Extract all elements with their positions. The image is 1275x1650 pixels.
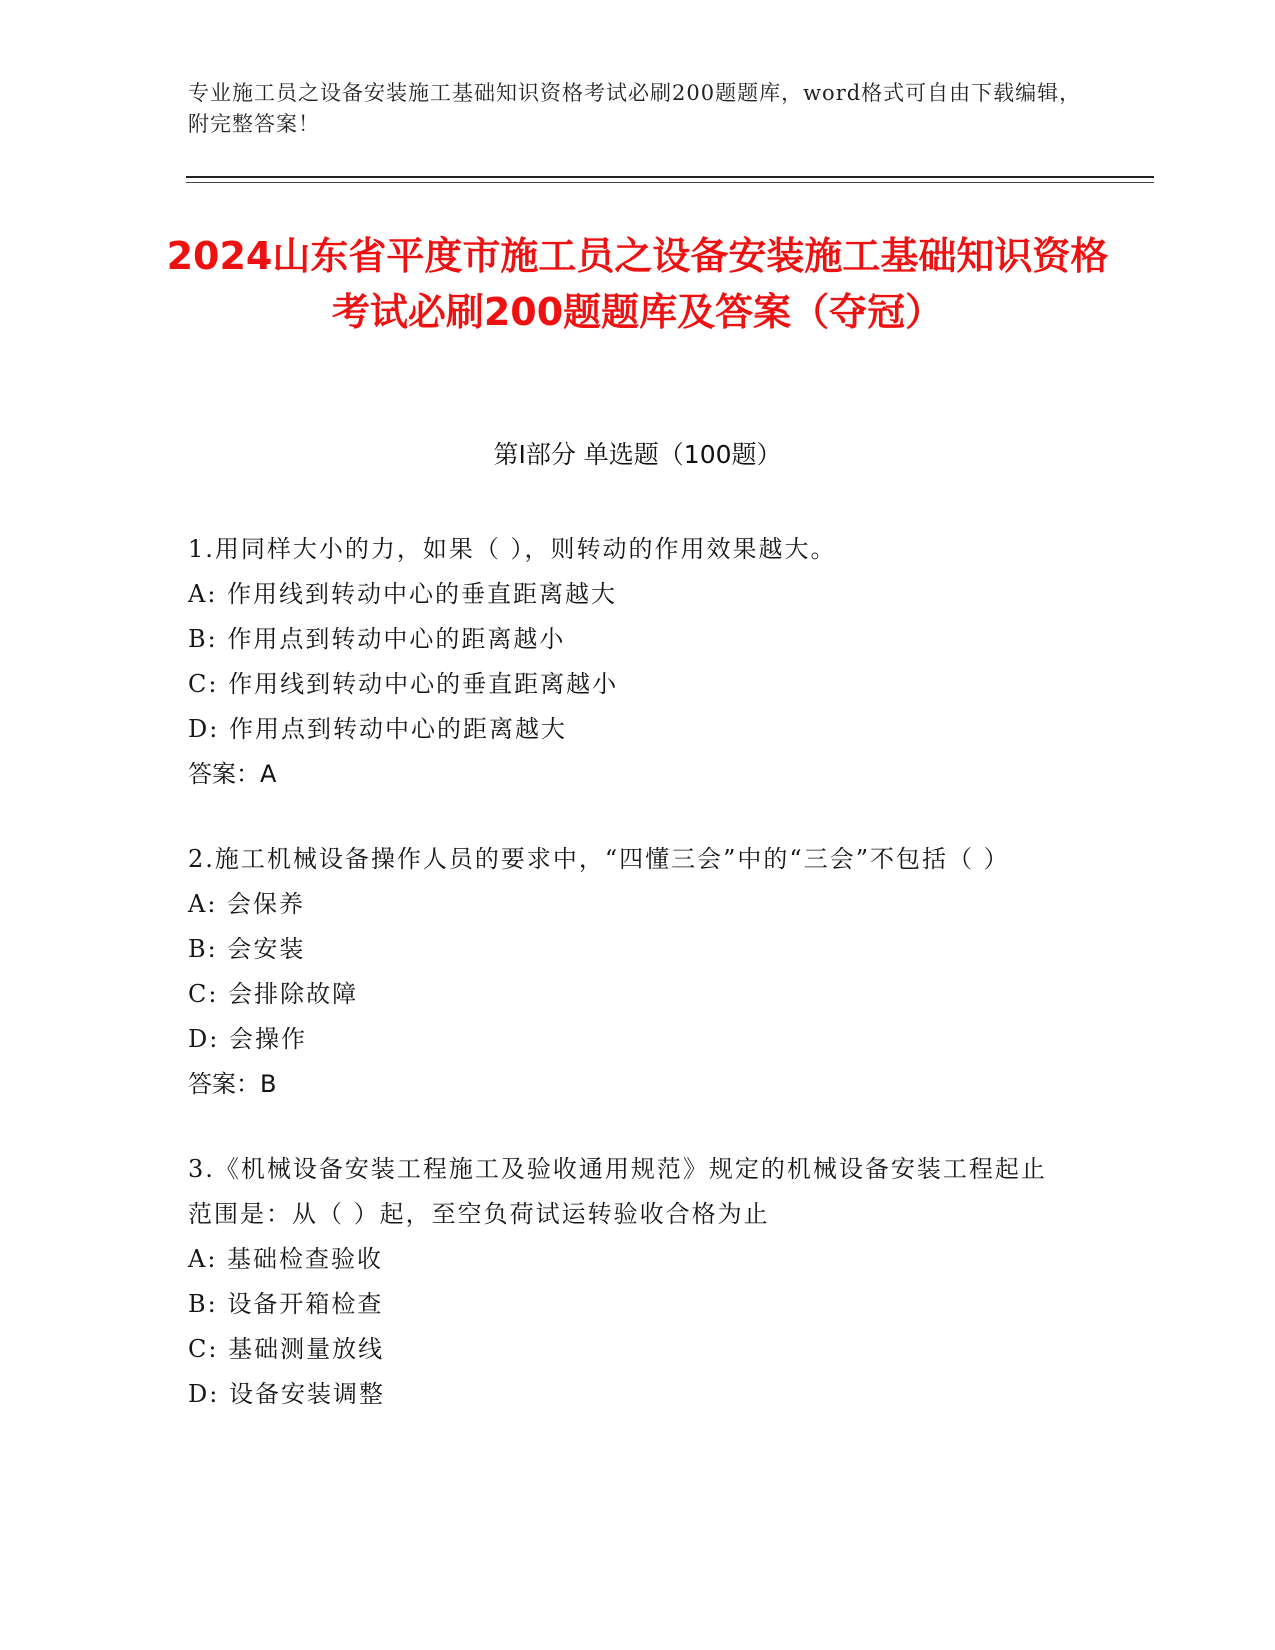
option-b: B: 作用点到转动中心的距离越小 — [188, 625, 566, 653]
option-a: A: 会保养 — [188, 890, 306, 918]
option-a: A: 作用线到转动中心的垂直距离越大 — [188, 580, 618, 608]
question-1 — [188, 527, 1068, 797]
option-a: A: 基础检查验收 — [188, 1245, 384, 1273]
option-c: C: 基础测量放线 — [188, 1335, 385, 1363]
option-d: D: 会操作 — [188, 1025, 307, 1053]
question-stem: 3.《机械设备安装工程施工及验收通用规范》规定的机械设备安装工程起止范围是：从（ ）起，至空负荷试运转验收合格为止 — [188, 1155, 1047, 1228]
question-list — [188, 527, 1068, 1457]
question-3 — [188, 1147, 1068, 1417]
answer-line: 答案：A — [188, 760, 277, 788]
question-2 — [188, 837, 1068, 1107]
option-d: D: 作用点到转动中心的距离越大 — [188, 715, 567, 743]
header-divider-thin — [186, 182, 1154, 183]
header-divider-thick — [186, 176, 1154, 178]
option-b: B: 会安装 — [188, 935, 306, 963]
section-heading: 第Ⅰ部分 单选题（100题） — [493, 440, 782, 469]
option-d: D: 设备安装调整 — [188, 1380, 385, 1408]
question-stem: 2.施工机械设备操作人员的要求中，“四懂三会”中的“三会”不包括（ ） — [188, 845, 1010, 873]
header-note: 专业施工员之设备安装施工基础知识资格考试必刷200题题库，word格式可自由下载编辑，附完整答案！ — [188, 81, 1082, 136]
answer-line: 答案：B — [188, 1070, 277, 1098]
question-stem: 1.用同样大小的力，如果（ ），则转动的作用效果越大。 — [188, 535, 837, 563]
document-title: 2024山东省平度市施工员之设备安装施工基础知识资格考试必刷200题题库及答案（夺冠） — [166, 234, 1109, 334]
option-b: B: 设备开箱检查 — [188, 1290, 384, 1318]
option-c: C: 会排除故障 — [188, 980, 359, 1008]
option-c: C: 作用线到转动中心的垂直距离越小 — [188, 670, 619, 698]
